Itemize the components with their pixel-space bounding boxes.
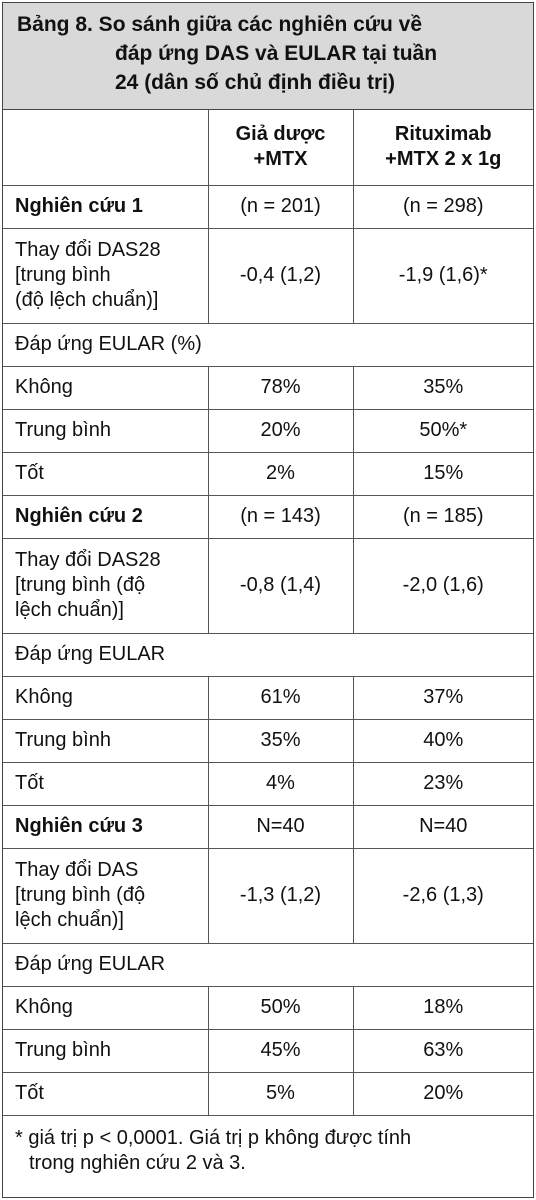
table-row	[3, 452, 533, 495]
study2-name: Nghiên cứu 2	[3, 495, 208, 538]
study2-row-rituximab: 23%	[353, 762, 533, 805]
study3-name: Nghiên cứu 3	[3, 805, 208, 848]
study1-row-label: Trung bình	[3, 409, 208, 452]
header-placebo-line-1: Giả dược	[235, 123, 326, 146]
study1-n-rituximab: (n = 298)	[353, 185, 533, 228]
study3-das-label-line-2: [trung bình (độ	[15, 884, 146, 906]
study2-row-label: Trung bình	[3, 719, 208, 762]
study3-n-placebo: N=40	[208, 805, 353, 848]
study2-row-rituximab: 40%	[353, 719, 533, 762]
study3-row-placebo: 45%	[208, 1029, 353, 1072]
study2-das-rituximab: -2,0 (1,6)	[353, 538, 533, 633]
table-row	[3, 1029, 533, 1072]
study3-row-rituximab: 18%	[353, 986, 533, 1029]
study1-name: Nghiên cứu 1	[3, 185, 208, 228]
study2-eular-row	[3, 633, 533, 676]
study2-row-placebo: 4%	[208, 762, 353, 805]
study3-das-rituximab: -2,6 (1,3)	[353, 848, 533, 943]
study2-row-placebo: 61%	[208, 676, 353, 719]
header-row	[3, 110, 533, 185]
study2-n-placebo: (n = 143)	[208, 495, 353, 538]
study1-row-placebo: 20%	[208, 409, 353, 452]
study2-eular-label: Đáp ứng EULAR	[3, 633, 533, 676]
study3-row-label: Không	[3, 986, 208, 1029]
study3-row-label: Trung bình	[3, 1029, 208, 1072]
table-title	[3, 3, 533, 110]
footnote-line-2: trong nghiên cứu 2 và 3.	[29, 1151, 246, 1174]
study1-das-label-line-3: (độ lệch chuẩn)]	[15, 289, 159, 311]
study1-das-row	[3, 228, 533, 323]
study1-das-placebo: -0,4 (1,2)	[208, 228, 353, 323]
study3-row-placebo: 5%	[208, 1072, 353, 1115]
study2-row-rituximab: 37%	[353, 676, 533, 719]
study3-das-label	[3, 848, 208, 943]
study1-das-label	[3, 228, 208, 323]
table-row	[3, 719, 533, 762]
study1-n-placebo: (n = 201)	[208, 185, 353, 228]
study3-row	[3, 805, 533, 848]
study1-row-rituximab: 15%	[353, 452, 533, 495]
table-row	[3, 409, 533, 452]
study3-row-rituximab: 63%	[353, 1029, 533, 1072]
study2-das-label-line-3: lệch chuẩn)]	[15, 599, 124, 621]
header-placebo-line-2: +MTX	[253, 148, 308, 171]
study2-row-label: Tốt	[3, 762, 208, 805]
footnote-line-1: * giá trị p < 0,0001. Giá trị p không được tính	[15, 1126, 412, 1149]
header-rituximab	[353, 110, 533, 185]
study1-row-label: Tốt	[3, 452, 208, 495]
study3-das-label-line-3: lệch chuẩn)]	[15, 909, 124, 931]
study3-n-rituximab: N=40	[353, 805, 533, 848]
table-row	[3, 366, 533, 409]
study3-das-placebo: -1,3 (1,2)	[208, 848, 353, 943]
study1-row-placebo: 2%	[208, 452, 353, 495]
table-row	[3, 1072, 533, 1115]
study2-row	[3, 495, 533, 538]
table-row	[3, 762, 533, 805]
study1-row	[3, 185, 533, 228]
table-row	[3, 676, 533, 719]
study3-row-label: Tốt	[3, 1072, 208, 1115]
study1-row-label: Không	[3, 366, 208, 409]
header-rituximab-line-2: +MTX 2 x 1g	[385, 148, 502, 171]
study1-row-rituximab: 35%	[353, 366, 533, 409]
study3-eular-label: Đáp ứng EULAR	[3, 943, 533, 986]
table-title-line-2: đáp ứng DAS và EULAR tại tuần	[115, 42, 438, 65]
study3-das-label-line-1: Thay đổi DAS	[15, 859, 139, 881]
table-title-line-1: Bảng 8. So sánh giữa các nghiên cứu về	[17, 13, 423, 36]
table-row	[3, 986, 533, 1029]
study3-row-placebo: 50%	[208, 986, 353, 1029]
study2-n-rituximab: (n = 185)	[353, 495, 533, 538]
study1-eular-label: Đáp ứng EULAR (%)	[3, 323, 533, 366]
header-rituximab-line-1: Rituximab	[394, 123, 492, 146]
comparison-table-document	[2, 2, 534, 1198]
study1-das-rituximab: -1,9 (1,6)*	[353, 228, 533, 323]
study3-row-rituximab: 20%	[353, 1072, 533, 1115]
study2-row-placebo: 35%	[208, 719, 353, 762]
study2-row-label: Không	[3, 676, 208, 719]
header-placebo	[208, 110, 353, 185]
table-title-line-3: 24 (dân số chủ định điều trị)	[115, 71, 396, 94]
study1-row-rituximab: 50%*	[353, 409, 533, 452]
study1-eular-row	[3, 323, 533, 366]
study3-eular-row	[3, 943, 533, 986]
footnote	[3, 1116, 533, 1176]
study1-row-placebo: 78%	[208, 366, 353, 409]
study2-das-placebo: -0,8 (1,4)	[208, 538, 353, 633]
study2-das-row	[3, 538, 533, 633]
study2-das-label-line-1: Thay đổi DAS28	[15, 549, 161, 571]
study1-das-label-line-1: Thay đổi DAS28	[15, 239, 161, 261]
study2-das-label	[3, 538, 208, 633]
study1-das-label-line-2: [trung bình	[15, 264, 111, 286]
study3-das-row	[3, 848, 533, 943]
study2-das-label-line-2: [trung bình (độ	[15, 574, 146, 596]
header-empty-cell	[3, 110, 208, 185]
results-table	[3, 110, 533, 1116]
